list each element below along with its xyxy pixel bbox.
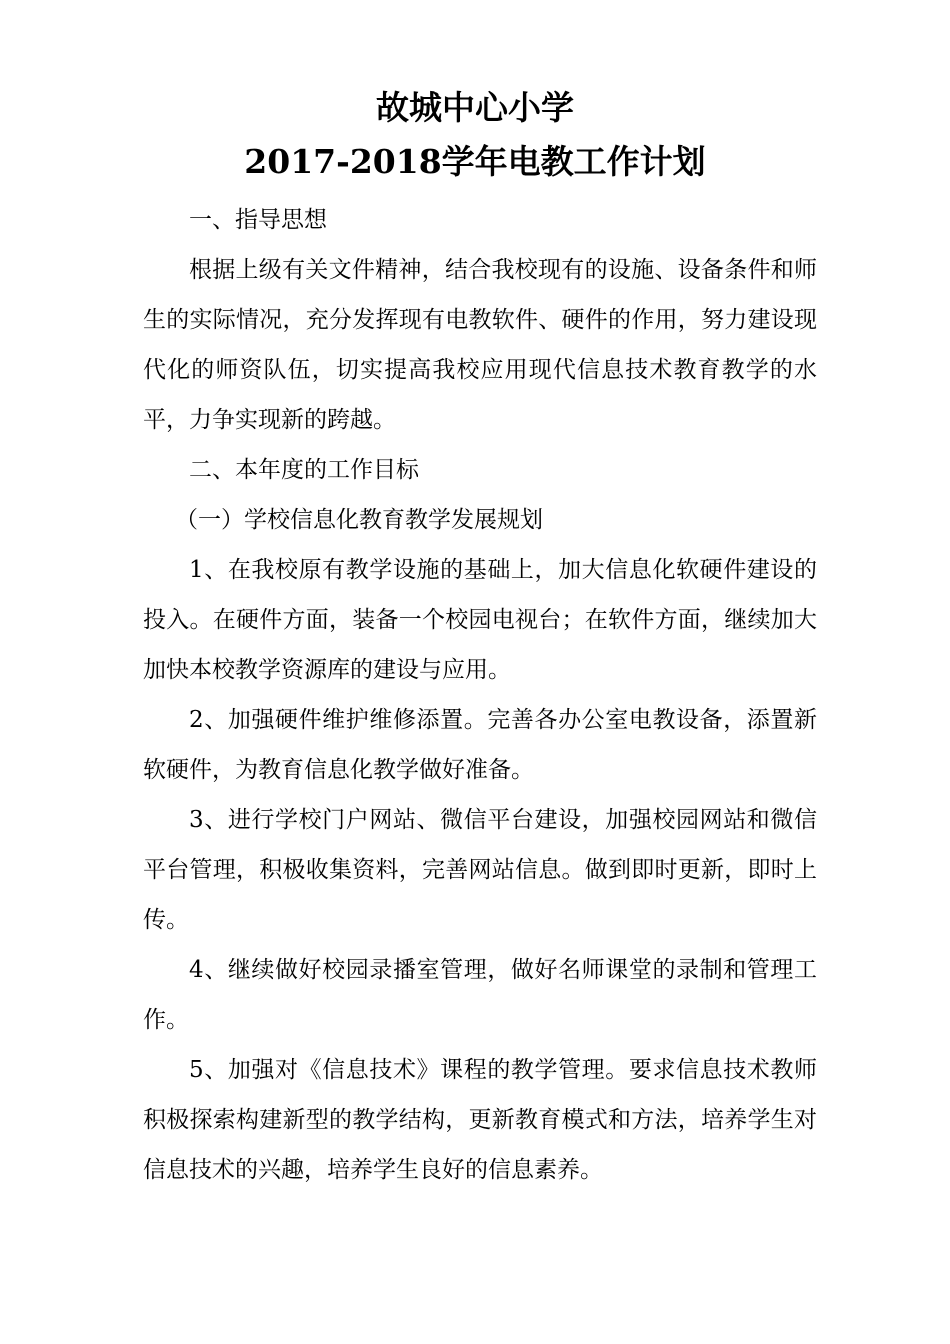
- list-item-2: 2、加强硬件维护维修添置。完善各办公室电教设备，添置新软硬件，为教育信息化教学做好准备。: [143, 707, 817, 783]
- list-item-4: 4、继续做好校园录播室管理，做好名师课堂的录制和管理工作。: [143, 957, 817, 1033]
- list-item-1: 1、在我校原有教学设施的基础上，加大信息化软硬件建设的投入。在硬件方面，装备一个校园电视台；在软件方面，继续加大加快本校教学资源库的建设与应用。: [143, 557, 817, 683]
- section-heading-annual-goals: 二、本年度的工作目标: [189, 457, 419, 483]
- section-heading-guiding-ideology: 一、指导思想: [189, 207, 327, 233]
- list-item-5: 5、加强对《信息技术》课程的教学管理。要求信息技术教师积极探索构建新型的教学结构，更新教育模式和方法，培养学生对信息技术的兴趣，培养学生良好的信息素养。: [143, 1057, 817, 1183]
- document-subtitle: 2017-2018学年电教工作计划: [244, 142, 706, 181]
- paragraph-guiding-ideology: 根据上级有关文件精神，结合我校现有的设施、设备条件和师生的实际情况，充分发挥现有电教软件、硬件的作用，努力建设现代化的师资队伍，切实提高我校应用现代信息技术教育教学的水平，力争实现新的跨越。: [143, 257, 817, 433]
- list-item-3: 3、进行学校门户网站、微信平台建设，加强校园网站和微信平台管理，积极收集资料，完善网站信息。做到即时更新，即时上传。: [143, 807, 817, 933]
- document-title: 故城中心小学: [376, 88, 574, 127]
- subsection-heading-development-plan: （一）学校信息化教育教学发展规划: [175, 507, 543, 533]
- document-body: [143, 195, 817, 1195]
